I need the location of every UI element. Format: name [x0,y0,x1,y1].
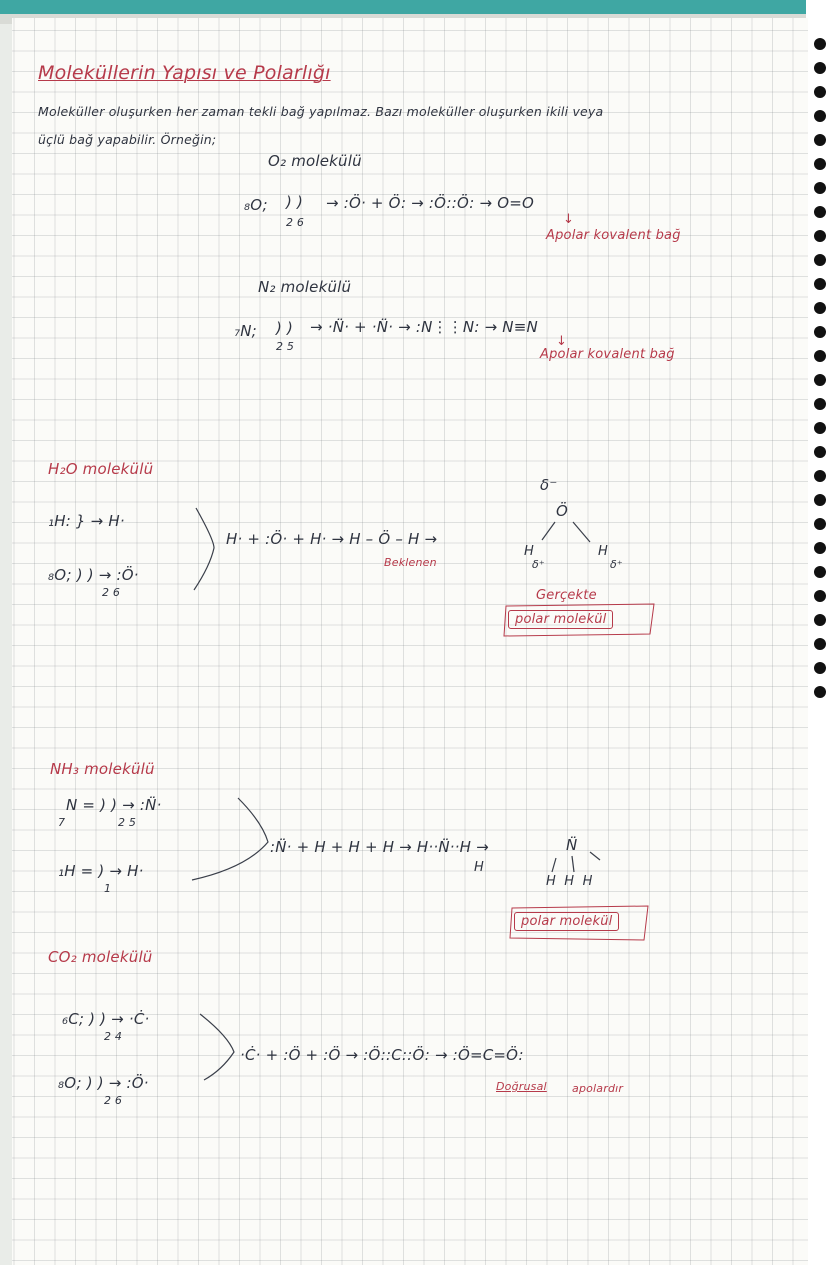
nh3-equation: :N̈· + H + H + H → H··N̈··H → [270,838,489,856]
n2-heading: N₂ molekülü [258,278,352,296]
co2-o-counts: 2 6 [104,1094,123,1107]
o2-note: Apolar kovalent bağ [546,228,681,243]
h2o-h-line: ₁H: } → H· [48,512,125,530]
o2-shells: ) ) [286,193,304,211]
o2-element: ₈O; [244,196,268,214]
nh3-h-counts: 1 [104,882,112,895]
n2-equation: → ·N̈· + ·N̈· → :N⋮⋮N: → N≡N [310,318,538,336]
nh3-heading: NH₃ molekülü [50,760,155,778]
co2-bond-label: Doğrusal [496,1080,547,1093]
nh3-h-line: ₁H = ) → H· [58,862,144,880]
h2o-heading: H₂O molekülü [48,460,154,478]
co2-equation: ·Ċ· + :Ö + :Ö → :Ö::C::Ö: → :Ö=C=Ö: [240,1046,524,1064]
h2o-o-counts: 2 6 [102,586,121,599]
n2-shell-counts: 2 5 [276,340,295,353]
co2-heading: CO₂ molekülü [48,948,153,966]
h2o-delta-plus-right: δ⁺ [610,558,623,571]
nh3-result: polar molekül [514,912,619,931]
h2o-result: polar molekül [508,610,613,629]
nh3-h-labels: H H H [546,874,593,889]
h2o-delta-minus: δ⁻ [540,476,558,494]
nh3-n-line: N = ) ) → :N̈· [66,796,162,814]
h2o-expected-label: Beklenen [384,556,437,569]
intro-line-2: üçlü bağ yapabilir. Örneğin; [38,132,217,147]
nh3-n-counts: 2 5 [118,816,137,829]
h2o-actual-label: Gerçekte [536,588,597,603]
co2-result: apolardır [572,1082,624,1095]
intro-line-1: Moleküller oluşurken her zaman tekli bağ yapılmaz. Bazı moleküller oluşurken ikili veya [38,104,604,119]
o2-heading: O₂ molekülü [268,152,362,170]
nh3-n-z: 7 [58,816,66,829]
n2-shells: ) ) [276,319,294,337]
o2-shell-counts: 2 6 [286,216,305,229]
n2-note: Apolar kovalent bağ [540,347,675,362]
o2-equation: → :Ö· + Ö: → :Ö::Ö: → O=O [326,194,534,212]
h2o-h-left: H [524,544,534,559]
co2-c-counts: 2 4 [104,1030,123,1043]
h2o-equation: H· + :Ö· + H· → H – Ö – H → [226,530,438,548]
spiral-binding [806,0,828,1265]
n2-element: ₇N; [234,322,257,340]
co2-c-line: ₆C; ) ) → ·Ċ· [62,1010,150,1028]
page-title: Moleküllerin Yapısı ve Polarlığı [38,62,331,84]
nh3-n-symbol: N̈ [566,836,578,854]
nh3-eq-h-below: H [474,860,484,875]
h2o-delta-plus-left: δ⁺ [532,558,545,571]
h2o-o-symbol: Ö [556,502,569,520]
h2o-o-line: ₈O; ) ) → :Ö· [48,566,139,584]
h2o-h-right: H [598,544,608,559]
co2-o-line: ₈O; ) ) → :Ö· [58,1074,149,1092]
o2-down-arrow: ↓ [563,212,575,227]
n2-down-arrow: ↓ [556,334,568,349]
